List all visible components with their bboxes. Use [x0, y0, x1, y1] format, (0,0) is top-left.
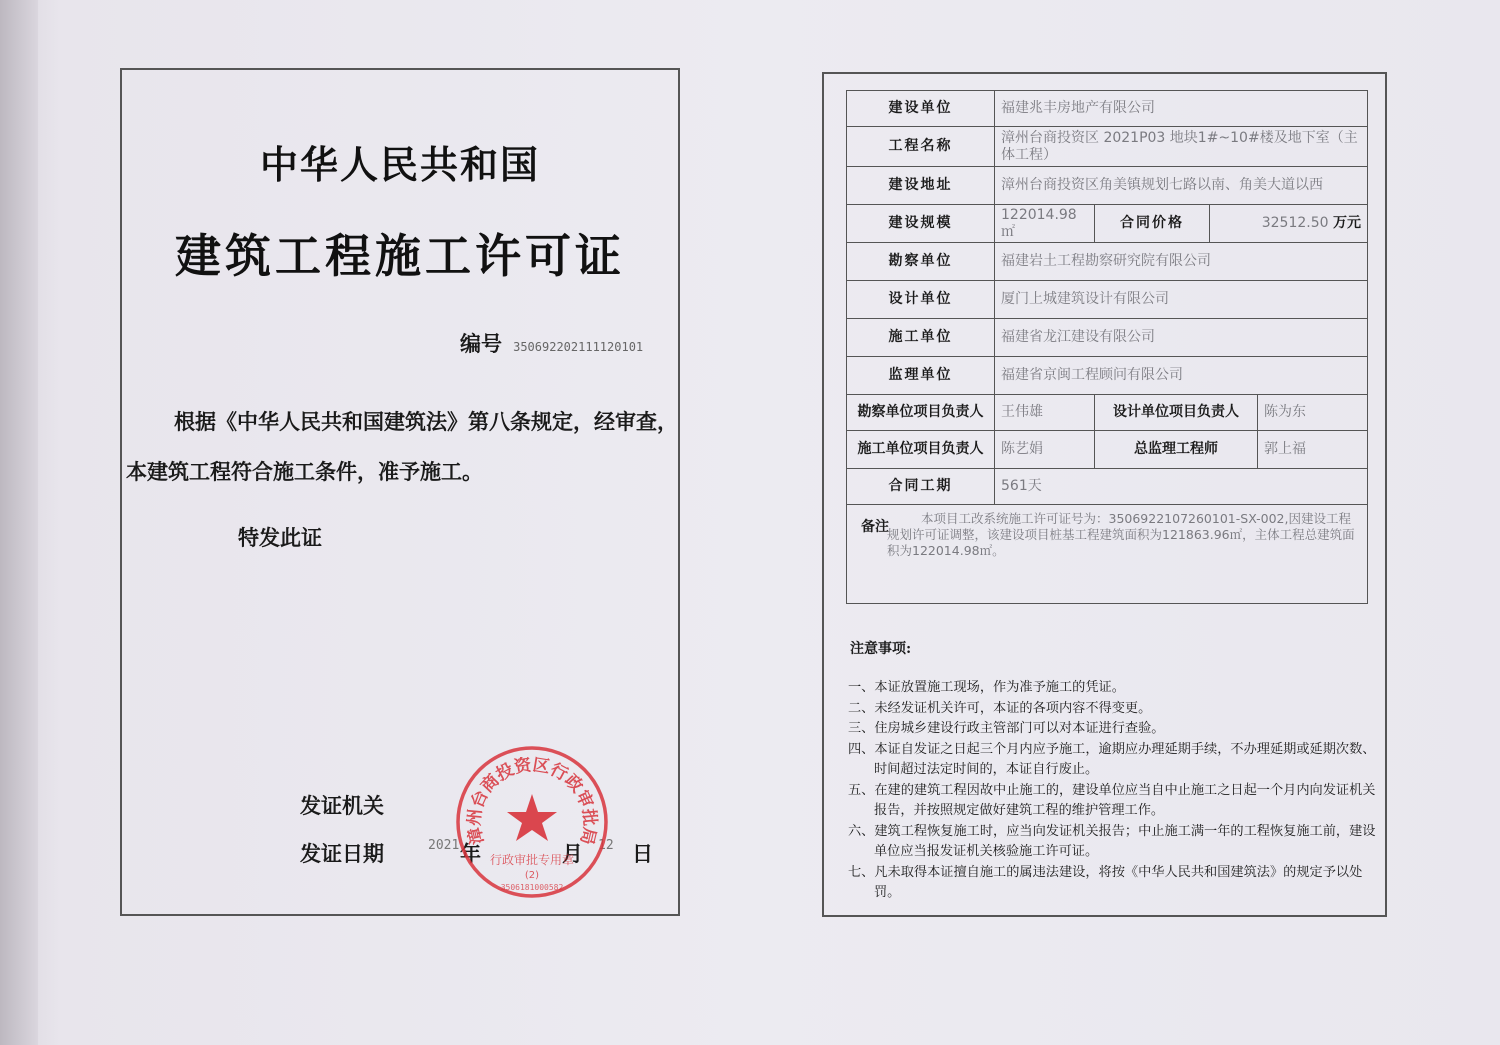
svg-text:(2): (2) [524, 870, 540, 881]
note-item: 七、凡未取得本证擅自施工的属违法建设，将按《中华人民共和国建筑法》的规定予以处罚。 [848, 864, 1363, 900]
project-value: 漳州台商投资区 2021P03 地块1#~10#楼及地下室（主体工程） [995, 127, 1368, 167]
remarks-cell [847, 505, 1368, 604]
note-item: 二、未经发证机关许可，本证的各项内容不得变更。 [848, 700, 1152, 716]
svg-text:行政审批专用章: 行政审批专用章 [489, 853, 575, 867]
scale-value: 122014.98㎡ [995, 205, 1095, 243]
certificate-details-panel [822, 72, 1387, 917]
issue-day-value: 12 [598, 838, 614, 853]
note-item: 五、在建的建筑工程因故中止施工的，建设单位应当自中止施工之日起一个月内向发证机关报告，并按照规定做好建筑工程的维护管理工作。 [848, 782, 1376, 818]
note-item: 六、建筑工程恢复施工时，应当向发证机关报告；中止施工满一年的工程恢复施工前，建设单位应当报发证机关核验施工许可证。 [848, 823, 1376, 859]
design-lead-label: 设计单位项目负责人 [1095, 395, 1258, 431]
supervision-value: 福建省京闽工程顾问有限公司 [995, 357, 1368, 395]
table-row [847, 281, 1368, 319]
chief-supervisor-label: 总监理工程师 [1095, 431, 1258, 469]
table-row [847, 319, 1368, 357]
price-cell [1210, 205, 1368, 243]
day-label: 日 [632, 841, 653, 866]
table-row [847, 505, 1368, 604]
builder-label: 建设单位 [847, 91, 995, 127]
project-label: 工程名称 [847, 127, 995, 167]
remarks-label: 备注 [861, 519, 889, 535]
table-row [847, 205, 1368, 243]
notes-title: 注意事项: [850, 641, 912, 657]
address-value: 漳州台商投资区角美镇规划七路以南、角美大道以西 [995, 167, 1368, 205]
serial-row [460, 328, 643, 358]
price-unit: 万元 [1333, 215, 1361, 231]
legal-basis-line-1: 根据《中华人民共和国建筑法》第八条规定，经审查， [174, 409, 678, 434]
svg-text:3506181000582: 3506181000582 [500, 883, 564, 892]
note-item: 一、本证放置施工现场，作为准予施工的凭证。 [848, 680, 1125, 695]
design-label: 设计单位 [847, 281, 995, 319]
table-row [847, 91, 1368, 127]
table-row [847, 469, 1368, 505]
design-value: 厦门上城建筑设计有限公司 [995, 281, 1368, 319]
issue-year-value: 2021 [428, 838, 460, 853]
address-label: 建设地址 [847, 167, 995, 205]
table-row [847, 127, 1368, 167]
certify-text: 特发此证 [238, 525, 322, 550]
construction-value: 福建省龙江建设有限公司 [995, 319, 1368, 357]
issuer-label: 发证机关 [300, 793, 384, 818]
duration-value: 561天 [995, 469, 1368, 505]
legal-basis-line-2: 本建筑工程符合施工条件，准予施工。 [126, 459, 483, 484]
page-edge-shadow [0, 0, 38, 1045]
supervision-label: 监理单位 [847, 357, 995, 395]
scale-label: 建设规模 [847, 205, 995, 243]
table-row [847, 431, 1368, 469]
note-item: 四、本证自发证之日起三个月内应予施工，逾期应办理延期手续，不办理延期或延期次数、时间超过法定时间的，本证自行废止。 [848, 741, 1376, 777]
survey-lead-value: 王伟雄 [995, 395, 1095, 431]
duration-label: 合同工期 [847, 469, 995, 505]
table-row [847, 243, 1368, 281]
construction-label: 施工单位 [847, 319, 995, 357]
survey-label: 勘察单位 [847, 243, 995, 281]
price-label: 合同价格 [1095, 205, 1210, 243]
issue-date-label: 发证日期 [300, 841, 384, 866]
country-title: 中华人民共和国 [259, 142, 540, 187]
certificate-title: 建筑工程施工许可证 [175, 229, 625, 283]
table-row [847, 395, 1368, 431]
remarks-value: 本项目工改系统施工许可证号为：3506922107260101-SX-002,因建设工程规划许可证调整，该建设项目桩基工程建筑面积为121863.96㎡，主体工程总建筑面积为122014.98㎡。 [887, 511, 1355, 558]
note-item: 三、住房城乡建设行政主管部门可以对本证进行查验。 [848, 721, 1165, 736]
table-row [847, 167, 1368, 205]
serial-number: 350692202111120101 [513, 340, 644, 354]
builder-value: 福建兆丰房地产有限公司 [995, 91, 1368, 127]
serial-label: 编号 [460, 331, 502, 356]
construction-lead-value: 陈艺娟 [995, 431, 1095, 469]
price-value: 32512.50 [1261, 215, 1329, 231]
year-label: 年 [460, 841, 481, 866]
official-seal-stamp [452, 742, 612, 902]
survey-value: 福建岩土工程勘察研究院有限公司 [995, 243, 1368, 281]
chief-supervisor-value: 郭上福 [1258, 431, 1368, 469]
design-lead-value: 陈为东 [1258, 395, 1368, 431]
certificate-front-panel [120, 68, 680, 916]
construction-lead-label: 施工单位项目负责人 [847, 431, 995, 469]
table-row [847, 357, 1368, 395]
svg-text:漳州台商投资区行政审批局: 漳州台商投资区行政审批局 [464, 755, 600, 847]
notes-list [846, 678, 1381, 904]
survey-lead-label: 勘察单位项目负责人 [847, 395, 995, 431]
month-label: 月 [562, 841, 583, 866]
details-table [846, 90, 1368, 604]
